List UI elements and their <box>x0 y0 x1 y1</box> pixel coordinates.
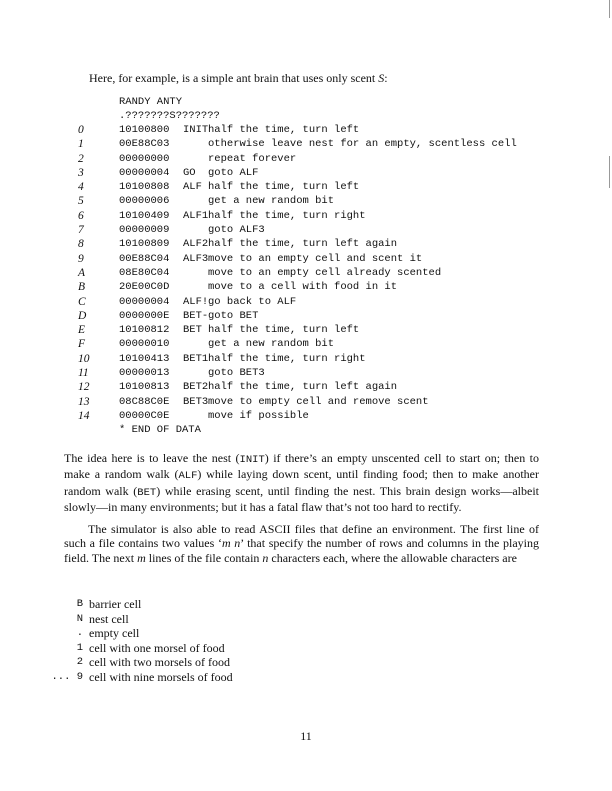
instruction-comment: move to an empty cell already scented <box>208 266 442 279</box>
char-code: B <box>76 598 83 610</box>
instruction-comment: goto BET3 <box>208 367 265 380</box>
instruction-comment: half the time, turn left <box>208 181 360 194</box>
code-init: INIT <box>239 454 265 466</box>
char-description: cell with two morsels of food <box>89 655 230 669</box>
instruction-word: 10100800 <box>119 124 170 136</box>
char-description: barrier cell <box>89 597 142 611</box>
instruction-comment: goto BET <box>208 309 259 322</box>
char-code: . <box>76 627 83 639</box>
paragraph-text: ’ that specify the number of rows and columns in the playing field. The next <box>64 536 539 565</box>
instruction-comment: goto ALF3 <box>208 224 265 237</box>
math-m-n: m n <box>221 536 241 551</box>
instruction-word: 00000000 <box>119 152 170 165</box>
char-description: cell with one morsel of food <box>89 640 225 655</box>
instruction-word: 00000006 <box>119 195 170 208</box>
instruction-word: 00000004 <box>119 166 170 179</box>
line-number: D <box>78 309 87 322</box>
instruction-word: 10100409 <box>119 209 170 222</box>
paragraph-text: The simulator is also able to read ASCII files that define an environment. The first line of such a file contains two values ‘ <box>64 522 539 551</box>
intro-sentence <box>89 71 539 85</box>
paragraph-text: ) if there’s an empty unscented cell to start on; then to make a random walk ( <box>64 451 539 482</box>
line-number: 12 <box>78 381 90 394</box>
instruction-word: 00000010 <box>119 338 170 351</box>
instruction-comment: half the time, turn left again <box>208 238 398 251</box>
brain-name: RANDY ANTY <box>119 96 183 108</box>
paragraph-text: ) while laying down scent, until finding food; then to make another random walk ( <box>64 467 540 498</box>
char-description: empty cell <box>89 626 140 640</box>
brain-pattern: .???????S??????? <box>119 110 220 122</box>
instruction-comment: move to empty cell and remove scent <box>208 395 429 408</box>
instruction-comment: move if possible <box>208 409 309 422</box>
char-code: 2 <box>76 656 83 668</box>
line-number: 9 <box>78 252 84 265</box>
file-format-paragraph <box>64 522 539 565</box>
instruction-word: 08E80C04 <box>119 266 170 279</box>
instruction-comment: get a new random bit <box>208 338 335 351</box>
instruction-label: BET2 <box>183 381 209 394</box>
instruction-word: 00000013 <box>119 367 170 380</box>
char-code: 1 <box>76 641 83 654</box>
instruction-label: INIT <box>183 124 209 136</box>
intro-colon: : <box>384 71 388 85</box>
instruction-word: 10100812 <box>119 324 170 337</box>
scent-symbol: S <box>378 71 385 85</box>
instruction-word: 10100808 <box>119 181 170 194</box>
instruction-label: BET- <box>183 309 209 322</box>
instruction-label: ALF3 <box>183 252 209 265</box>
char-code: ... 9 <box>51 670 83 683</box>
instruction-label: BET3 <box>183 395 209 408</box>
line-number: 0 <box>78 124 84 136</box>
paragraph-text: characters each, where the allowable characters are <box>268 550 517 565</box>
instruction-comment: move to an empty cell and scent it <box>208 252 423 265</box>
instruction-word: 08C88C0E <box>119 395 170 408</box>
instruction-label: BET1 <box>183 352 209 365</box>
char-description: cell with nine morsels of food <box>89 669 233 684</box>
page-edge-mark <box>609 0 610 18</box>
instruction-comment: go back to ALF <box>208 295 297 308</box>
line-number: 11 <box>78 367 89 380</box>
instruction-label: BET <box>183 324 202 337</box>
line-number: 7 <box>78 224 84 237</box>
instruction-comment: half the time, turn left <box>208 124 360 136</box>
instruction-label: ALF <box>183 181 202 194</box>
line-number: C <box>78 295 86 308</box>
instruction-word: 10100413 <box>119 352 170 365</box>
math-m: m <box>137 550 146 565</box>
line-number: 14 <box>78 409 90 422</box>
line-number: 3 <box>78 166 84 179</box>
paragraph-text: ) while erasing scent, until finding the nest. This brain design works—albeit slowly—in many environments; but it has a fatal flaw that’s not too hard to rectify. <box>64 483 539 514</box>
instruction-word: 00E88C03 <box>119 138 170 151</box>
instruction-word: 00000004 <box>119 295 170 308</box>
char-code: N <box>76 612 83 625</box>
line-number: A <box>78 266 86 279</box>
paragraph-text: The idea here is to leave the nest ( <box>64 451 240 465</box>
instruction-comment: half the time, turn left <box>208 324 360 337</box>
line-number: 13 <box>78 395 90 408</box>
instruction-word: 10100809 <box>119 238 170 251</box>
instruction-comment: get a new random bit <box>208 195 335 208</box>
instruction-word: 00E88C04 <box>119 252 170 265</box>
line-number: E <box>78 324 86 337</box>
instruction-comment: half the time, turn right <box>208 352 366 365</box>
instruction-word: 20E00C0D <box>119 281 170 294</box>
line-number: 4 <box>78 181 84 194</box>
instruction-word: 00000009 <box>119 224 170 237</box>
instruction-label: ALF2 <box>183 238 209 251</box>
instruction-word: 0000000E <box>119 309 170 322</box>
instruction-comment: half the time, turn left again <box>208 381 398 394</box>
line-number: 2 <box>78 152 84 165</box>
page-number: 11 <box>300 729 312 743</box>
line-number: 8 <box>78 238 84 251</box>
instruction-comment: half the time, turn right <box>208 209 366 222</box>
paragraph-text: lines of the file contain <box>145 550 263 565</box>
char-description: nest cell <box>89 611 129 626</box>
instruction-comment: repeat forever <box>208 152 297 165</box>
intro-text: Here, for example, is a simple ant brain that uses only scent <box>89 71 379 85</box>
line-number: 5 <box>78 195 84 208</box>
line-number: F <box>78 338 86 351</box>
instruction-comment: goto ALF <box>208 166 259 179</box>
instruction-comment: move to a cell with food in it <box>208 281 398 294</box>
code-bet: BET <box>137 486 157 499</box>
line-number: 10 <box>78 352 90 365</box>
instruction-label: GO <box>183 166 196 179</box>
line-number: B <box>78 281 86 294</box>
instruction-label: ALF1 <box>183 209 209 222</box>
instruction-comment: otherwise leave nest for an empty, scentless cell <box>208 138 517 151</box>
line-number: 6 <box>78 209 84 222</box>
code-alf: ALF <box>178 470 198 483</box>
instruction-label: ALF! <box>183 295 209 308</box>
end-of-data-line: * END OF DATA <box>119 424 201 436</box>
instruction-word: 10100813 <box>119 381 170 394</box>
page-edge-mark <box>609 156 610 188</box>
explanation-paragraph <box>64 451 539 514</box>
line-number: 1 <box>78 138 84 151</box>
math-n: n <box>262 550 269 565</box>
instruction-word: 00000C0E <box>119 409 170 422</box>
